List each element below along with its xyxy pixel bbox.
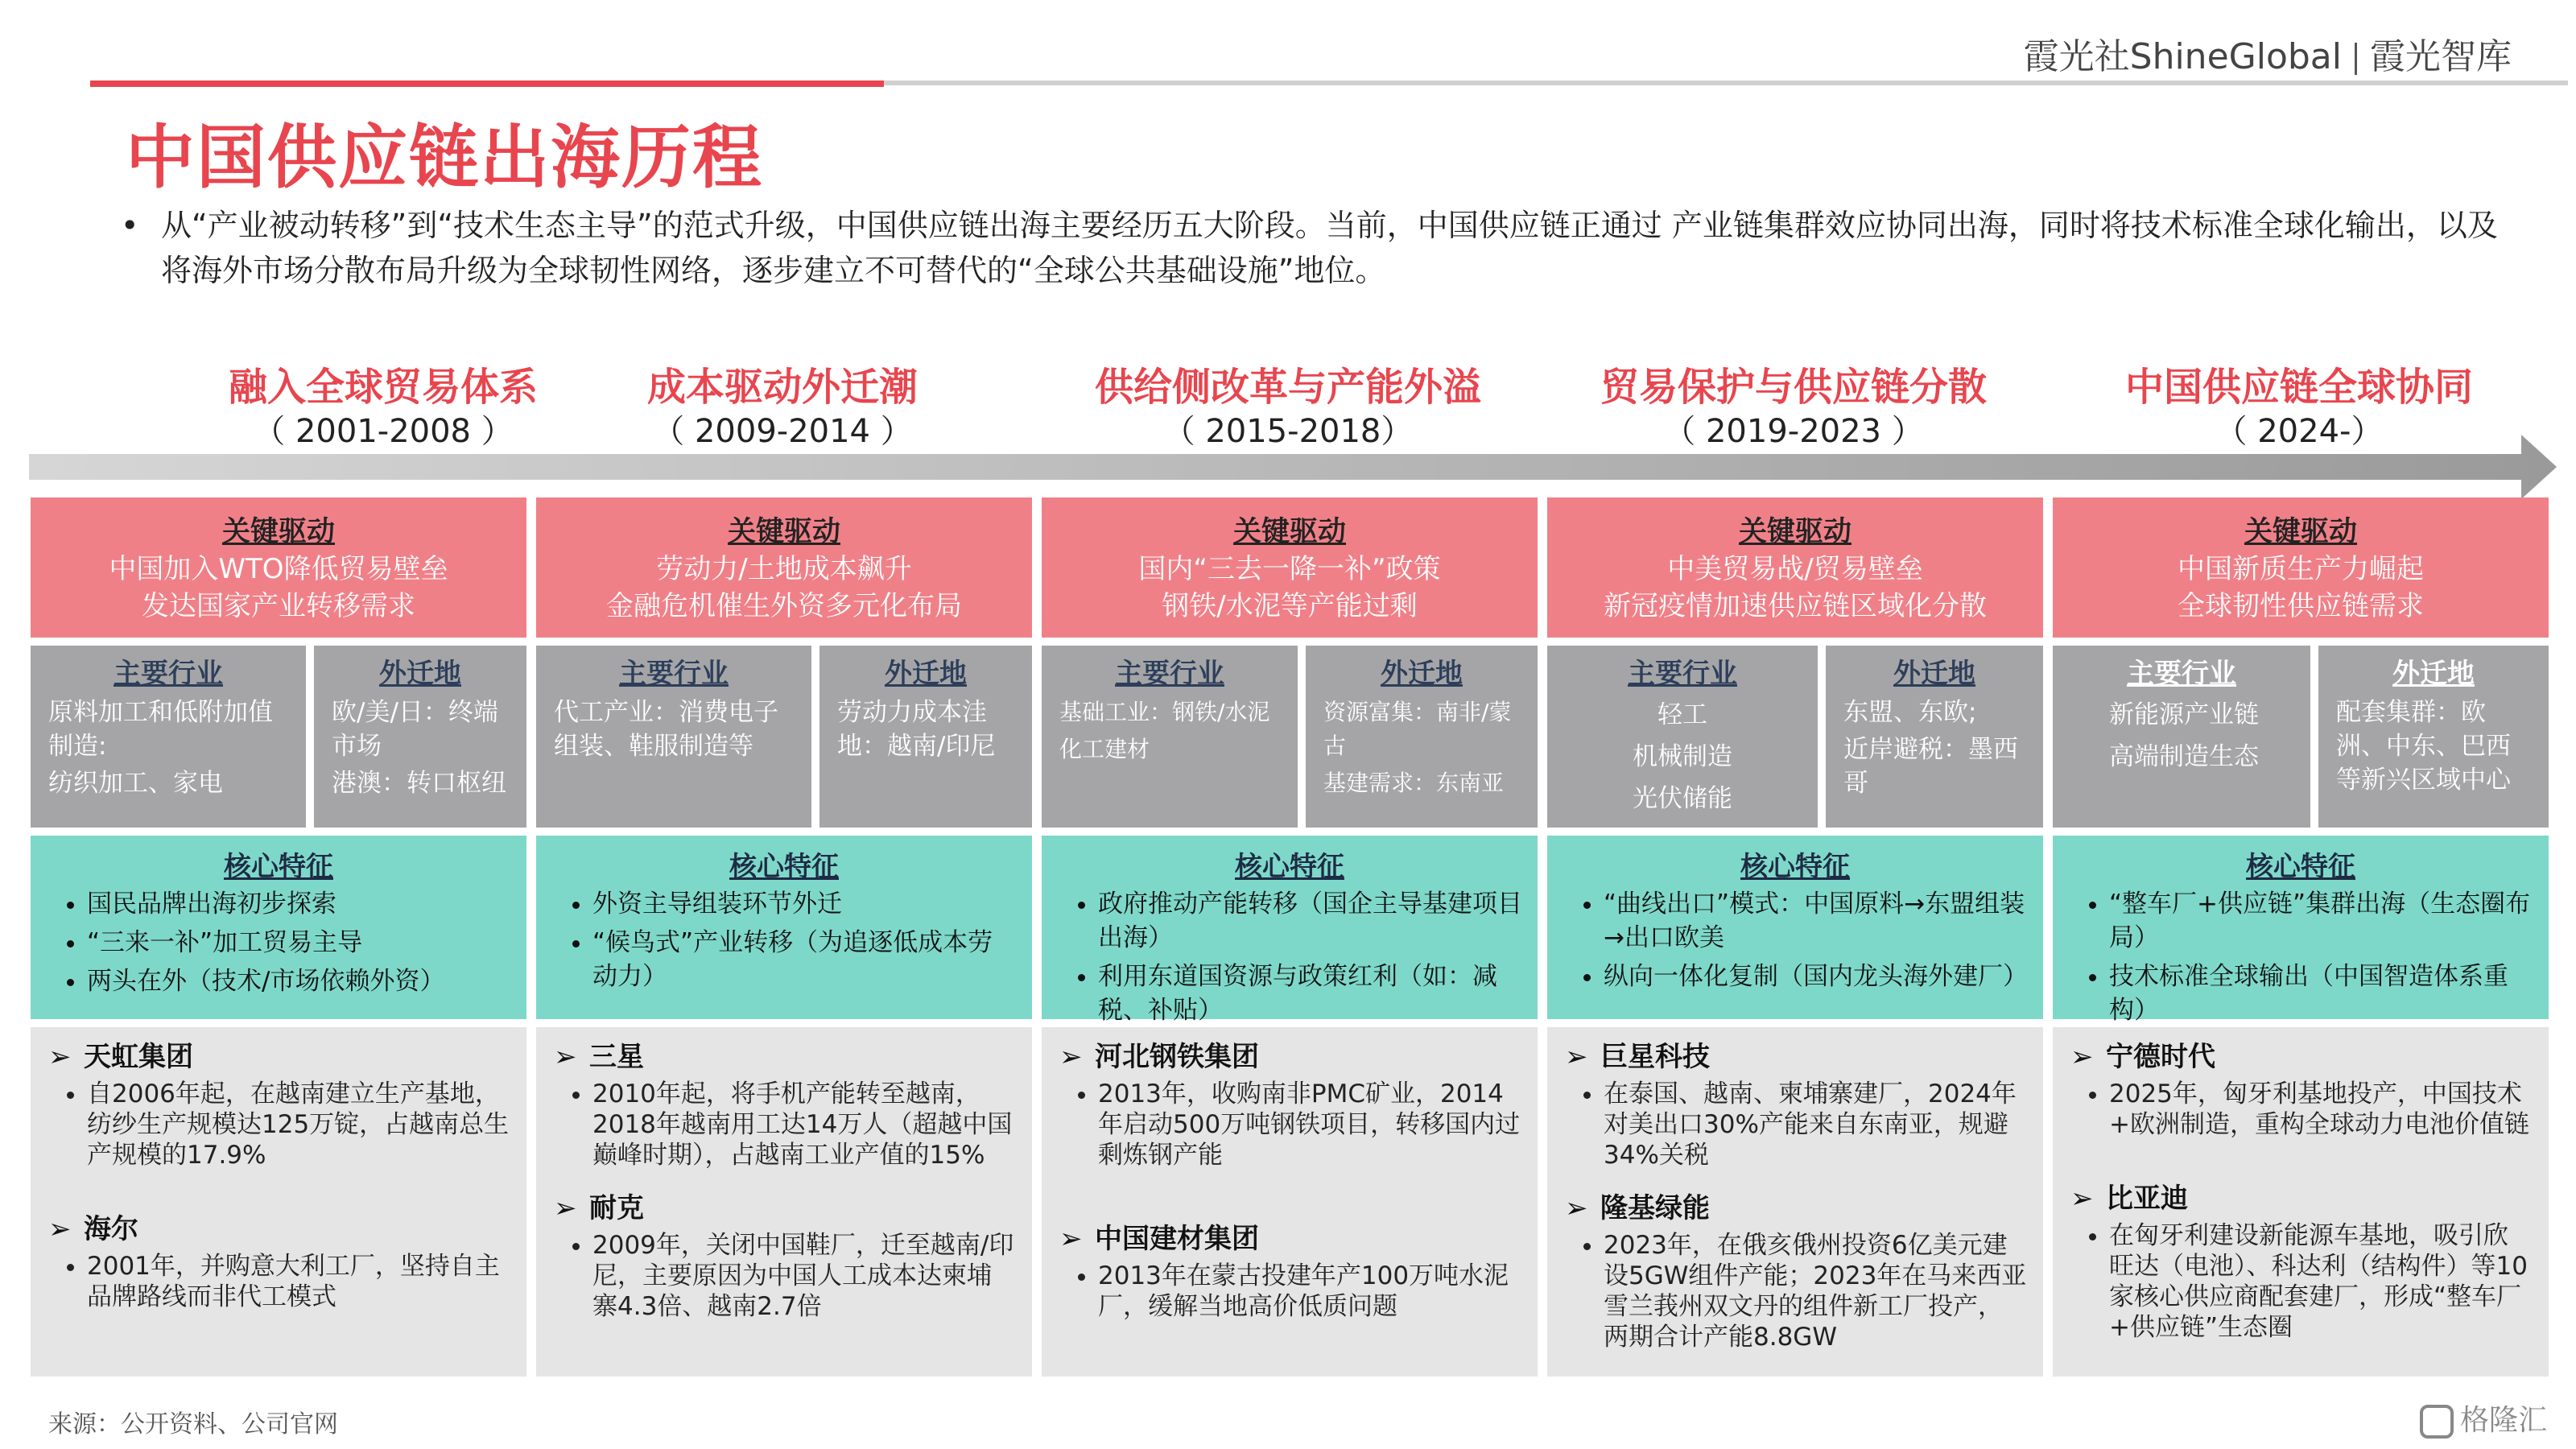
core-features-heading: 核心特征: [729, 851, 839, 883]
feature-item: • 两头在外（技术/市场依赖外资）: [87, 964, 512, 998]
arrow-bullet-icon: ➢: [1059, 1223, 1083, 1255]
phase-title: 成本驱动外迁潮: [646, 365, 918, 410]
destination-line: 配套集群：欧洲、中东、巴西等新兴区域中心: [2336, 698, 2511, 795]
core-features-heading: 核心特征: [224, 851, 333, 883]
case-company: [48, 1038, 526, 1075]
core-features-heading: 核心特征: [2246, 851, 2355, 883]
case-company: [1565, 1190, 2043, 1227]
key-drivers-box: [2053, 497, 2549, 638]
destination-heading: 外迁地: [379, 658, 461, 690]
case-text: • 2023年，在俄亥俄州投资6亿美元建设5GW组件产能；2023年在马来西亚雪兰莪州双文丹的组件新工厂投产，两期合计产能8.8GW: [1604, 1230, 2027, 1352]
phase-period: （ 2009-2014 ）: [652, 413, 913, 450]
driver-line: 发达国家产业转移需求: [142, 590, 415, 622]
company-name: 中国建材集团: [1095, 1223, 1259, 1255]
destination-box: [1306, 646, 1538, 828]
arrow-bullet-icon: ➢: [2070, 1183, 2094, 1215]
bullet-icon: •: [121, 208, 139, 243]
core-features-box: [31, 836, 526, 1019]
driver-line: 劳动力/土地成本飙升: [656, 553, 912, 585]
key-drivers-heading: 关键驱动: [1738, 516, 1852, 548]
destination-box: [1826, 646, 2043, 828]
feature-item: • 外资主导组装环节外迁: [592, 887, 1018, 921]
destination-box: [2318, 646, 2549, 828]
arrow-bullet-icon: ➢: [1059, 1041, 1083, 1073]
feature-item: • 技术标准全球输出（中国智造体系重构）: [2109, 960, 2534, 1027]
industry-line: 化工建材: [1059, 736, 1150, 762]
source-note: 来源：公开资料、公司官网: [48, 1410, 338, 1439]
company-name: 比亚迪: [2106, 1183, 2188, 1215]
company-name: 宁德时代: [2106, 1041, 2215, 1073]
industry-line: 机械制造: [1633, 742, 1732, 771]
destination-line: 东盟、东欧;: [1843, 698, 1977, 727]
feature-item: • “三来一补”加工贸易主导: [87, 926, 512, 960]
arrow-bullet-icon: ➢: [1565, 1041, 1588, 1073]
destination-line: 基建需求：东南亚: [1323, 770, 1505, 796]
phase-period: （ 2015-2018）: [1162, 413, 1414, 450]
key-drivers-heading: 关键驱动: [1232, 516, 1346, 548]
arrow-bullet-icon: ➢: [554, 1041, 577, 1073]
industry-line: 纺织加工、家电: [48, 769, 223, 798]
brand-divider: [2355, 43, 2357, 75]
company-name: 海尔: [84, 1213, 138, 1245]
case-box: [1547, 1027, 2043, 1377]
arrow-bullet-icon: ➢: [48, 1213, 72, 1245]
destination-line: 近岸避税：墨西哥: [1843, 735, 2018, 798]
destination-heading: 外迁地: [885, 658, 967, 690]
page-title: 中国供应链出海历程: [126, 118, 763, 198]
driver-line: 钢铁/水泥等产能过剩: [1162, 590, 1418, 622]
key-drivers-heading: 关键驱动: [727, 516, 840, 548]
timeline-arrow-icon: [29, 435, 2557, 499]
case-company: [2070, 1038, 2549, 1075]
case-text: • 2025年，匈牙利基地投产，中国技术+欧洲制造，重构全球动力电池价值链: [2109, 1079, 2533, 1140]
brand-en: ShineGlobal: [2129, 36, 2342, 77]
phase-period: （ 2001-2008 ）: [253, 413, 514, 450]
intro-text: 从“产业被动转移”到“技术生态主导”的范式升级，中国供应链出海主要经历五大阶段。当前，中国供应链正通过 产业链集群效应协同出海，同时将技术标准全球化输出，以及将海外市场分散布局升级为全球韧性网络，逐步建立不可替代的“全球公共基础设施”地位。: [161, 208, 2498, 288]
watermark-logo: [2420, 1397, 2547, 1439]
core-features-box: [2053, 836, 2549, 1025]
arrow-bullet-icon: ➢: [2070, 1041, 2094, 1073]
feature-item: • “候鸟式”产业转移（为追逐低成本劳动力）: [592, 926, 1018, 993]
key-drivers-heading: 关键驱动: [221, 516, 335, 548]
case-company: [554, 1190, 1032, 1227]
destination-box: [819, 646, 1032, 828]
industry-line: 光伏储能: [1633, 784, 1732, 813]
phase-period: （ 2024-）: [2215, 413, 2384, 450]
industry-box: [31, 646, 306, 828]
case-text: • 自2006年起，在越南建立生产基地，纺纱生产规模达125万锭，占越南总生产规模的17.9%: [87, 1079, 510, 1170]
key-drivers-heading: 关键驱动: [2244, 516, 2357, 548]
logo-text: 格隆汇: [2459, 1404, 2547, 1437]
case-company: [1565, 1038, 2043, 1075]
case-company: [1059, 1220, 1538, 1257]
brand-cn: 霞光社: [2023, 36, 2130, 77]
case-company: [2070, 1180, 2549, 1217]
company-name: 隆基绿能: [1600, 1192, 1710, 1224]
logo-mark-icon: [2420, 1405, 2454, 1439]
industry-line: 轻工: [1657, 700, 1707, 729]
driver-line: 新冠疫情加速供应链区域化分散: [1604, 590, 1987, 622]
industry-line: 高端制造生态: [2109, 742, 2259, 771]
industry-box: [2053, 646, 2310, 828]
feature-item: • “整车厂+供应链”集群出海（生态圈布局）: [2109, 887, 2534, 955]
core-features-box: [1042, 836, 1538, 1025]
destination-heading: 外迁地: [1893, 658, 1975, 690]
industry-heading: 主要行业: [2127, 658, 2236, 690]
phase-title: 中国供应链全球协同: [2124, 365, 2473, 410]
case-text: • 2013年，收购南非PMC矿业，2014年启动500万吨钢铁项目，转移国内过剩炼钢产能: [1098, 1079, 1521, 1170]
destination-line: 欧/美/日：终端市场: [332, 698, 498, 761]
case-text: • 在匈牙利建设新能源车基地，吸引欣旺达（电池）、科达利（结构件）等10家核心供应商配套建厂，形成“整车厂+供应链”生态圈: [2109, 1220, 2533, 1343]
phase-title: 融入全球贸易体系: [228, 365, 538, 410]
company-name: 天虹集团: [84, 1041, 193, 1073]
driver-line: 中国加入WTO降低贸易壁垒: [109, 553, 448, 585]
case-text: • 2013年在蒙古投建年产100万吨水泥厂，缓解当地高价低质问题: [1098, 1261, 1521, 1322]
intro-paragraph: [121, 203, 2528, 293]
feature-item: • 纵向一体化复制（国内龙头海外建厂）: [1604, 960, 2029, 993]
destination-line: 劳动力成本洼地：越南/印尼: [837, 698, 996, 761]
header-rule-accent: [90, 80, 884, 87]
core-features-box: [536, 836, 1032, 1019]
case-text: • 在泰国、越南、柬埔寨建厂，2024年对美出口30%产能来自东南亚，规避34%关税: [1604, 1079, 2027, 1170]
destination-line: 资源富集：南非/蒙古: [1323, 699, 1512, 759]
industry-line: 基础工业：钢铁/水泥: [1059, 699, 1270, 725]
phase-period: （ 2019-2023 ）: [1663, 413, 1924, 450]
company-name: 耐克: [589, 1192, 644, 1224]
industry-heading: 主要行业: [1628, 658, 1737, 690]
arrow-bullet-icon: ➢: [1565, 1192, 1588, 1224]
case-text: • 2001年，并购意大利工厂，坚持自主品牌路线而非代工模式: [87, 1251, 510, 1312]
company-name: 三星: [589, 1041, 644, 1073]
brand-lib: 霞光智库: [2370, 36, 2512, 77]
case-box: [1042, 1027, 1538, 1377]
arrow-bullet-icon: ➢: [48, 1041, 72, 1073]
feature-item: • 国民品牌出海初步探索: [87, 887, 512, 921]
industry-line: 新能源产业链: [2109, 700, 2259, 729]
feature-item: • 利用东道国资源与政策红利（如：减税、补贴）: [1098, 960, 1523, 1027]
core-features-box: [1547, 836, 2043, 1019]
feature-item: • 政府推动产能转移（国企主导基建项目出海）: [1098, 887, 1523, 955]
case-box: [2053, 1027, 2549, 1377]
company-name: 巨星科技: [1600, 1041, 1710, 1073]
driver-line: 国内“三去一降一补”政策: [1138, 553, 1441, 585]
phase-title: 供给侧改革与产能外溢: [1094, 365, 1481, 410]
brand-logo: [2024, 27, 2512, 79]
industry-box: [1042, 646, 1298, 828]
key-drivers-box: [536, 497, 1032, 638]
key-drivers-box: [1042, 497, 1538, 638]
core-features-heading: 核心特征: [1740, 851, 1850, 883]
industry-box: [536, 646, 811, 828]
industry-heading: 主要行业: [1115, 658, 1224, 690]
phase-title: 贸易保护与供应链分散: [1600, 365, 1987, 410]
case-company: [48, 1211, 526, 1248]
case-box: [31, 1027, 526, 1377]
arrow-bullet-icon: ➢: [554, 1192, 577, 1224]
destination-heading: 外迁地: [1381, 658, 1463, 690]
destination-heading: 外迁地: [2392, 658, 2475, 690]
case-text: • 2009年，关闭中国鞋厂，迁至越南/印尼，主要原因为中国人工成本达柬埔寨4.3倍、越南2.7倍: [592, 1230, 1016, 1322]
industry-line: 原料加工和低附加值制造:: [48, 698, 273, 761]
case-text: • 2010年起，将手机产能转至越南，2018年越南用工达14万人（超越中国巅峰时期），占越南工业产值的15%: [592, 1079, 1016, 1170]
feature-item: • “曲线出口”模式：中国原料→东盟组装→出口欧美: [1604, 887, 2029, 955]
case-box: [536, 1027, 1032, 1377]
company-name: 河北钢铁集团: [1095, 1041, 1259, 1073]
industry-line: 代工产业：消费电子组装、鞋服制造等: [554, 698, 778, 761]
destination-box: [314, 646, 526, 828]
case-company: [1059, 1038, 1538, 1075]
driver-line: 中美贸易战/贸易壁垒: [1667, 553, 1923, 585]
case-company: [554, 1038, 1032, 1075]
industry-box: [1547, 646, 1818, 828]
key-drivers-box: [31, 497, 526, 638]
core-features-heading: 核心特征: [1235, 851, 1344, 883]
driver-line: 全球韧性供应链需求: [2178, 590, 2424, 622]
destination-line: 港澳：转口枢纽: [332, 769, 506, 798]
key-drivers-box: [1547, 497, 2043, 638]
driver-line: 金融危机催生外资多元化布局: [606, 590, 962, 622]
industry-heading: 主要行业: [114, 658, 223, 690]
industry-heading: 主要行业: [619, 658, 729, 690]
driver-line: 中国新质生产力崛起: [2178, 553, 2424, 585]
